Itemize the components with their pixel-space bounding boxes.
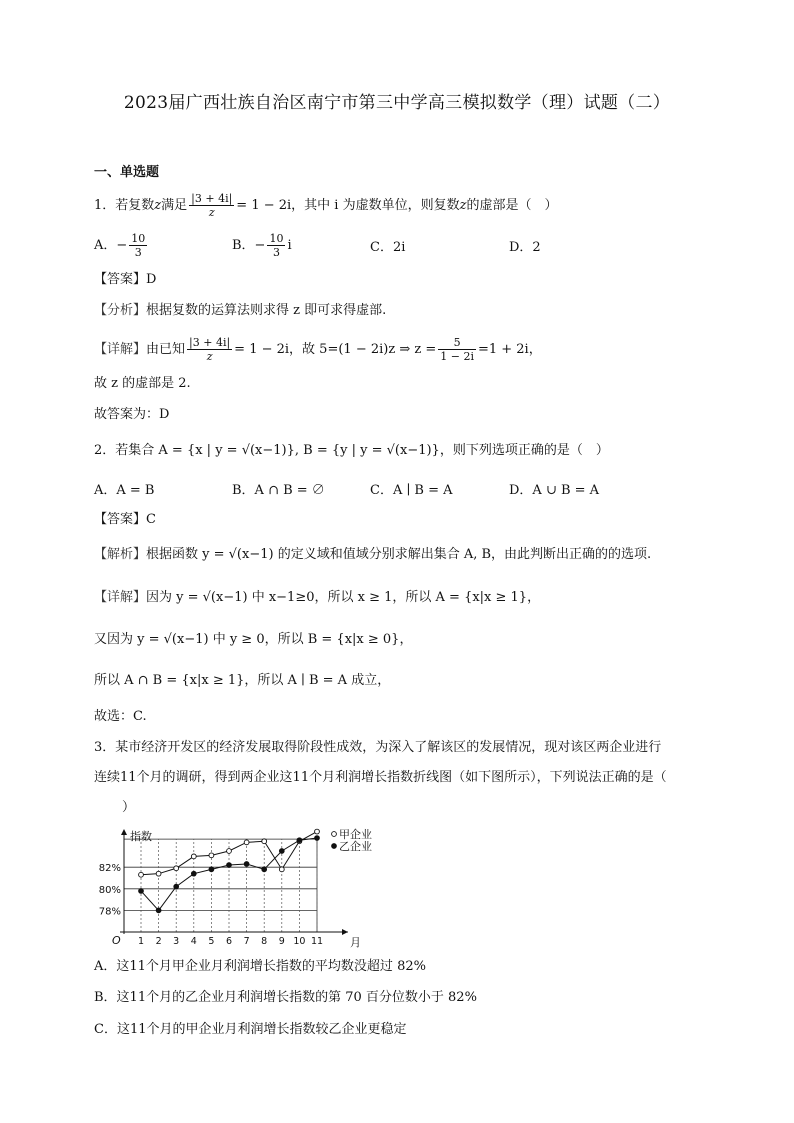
q2-detail-1-text: 因为 y = √(x−1) 中 x−1≥0，所以 x ≥ 1，所以 A = {x|x ≥ 1}，	[146, 590, 541, 605]
q3-stem-1: 3．某市经济开发区的经济发展取得阶段性成效，为深入了解该区的发展情况，现对该区两企业进行	[94, 740, 662, 755]
q3-line-chart	[90, 826, 380, 950]
q2-detail-3: 所以 A ∩ B = {x|x ≥ 1}，所以 A ∣ B = A 成立，	[94, 673, 391, 688]
series-1-point-5	[227, 863, 232, 868]
series-0-point-6	[244, 840, 249, 845]
q2-option-d: D．A ∪ B = A	[509, 483, 600, 498]
q1-detail-den2: 1 − 2i	[440, 350, 474, 363]
series-1-point-9	[297, 838, 302, 843]
q1-detail-c: =1 + 2i，	[477, 342, 542, 357]
q2-detail-1	[94, 588, 540, 608]
q1-detail-b: = 1 − 2i，故 5=(1 − 2i)z ⇒ z =	[234, 342, 437, 357]
y-axis-label: 指数	[130, 830, 152, 843]
y-tick-label-1: 80%	[98, 884, 121, 896]
q1-analysis-text: 根据复数的运算法则求得 z 即可求得虚部.	[146, 303, 387, 318]
q1-option-b	[232, 232, 292, 259]
x-tick-label-4: 5	[208, 936, 215, 947]
series-1-point-10	[315, 836, 320, 841]
q1-option-d: D．2	[509, 240, 541, 255]
q1-detail-num2: 5	[438, 336, 476, 350]
q1-stem-a: 1．若复数	[94, 198, 155, 213]
q1-detail-num: |3 + 4i|	[189, 336, 231, 349]
series-0-point-1	[156, 871, 161, 876]
q1-opt-a-den: 3	[134, 246, 142, 259]
q1-stem-b: 满足	[161, 198, 188, 213]
q1-opt-b-den: 3	[272, 246, 280, 259]
q3-option-a: A．这11个月甲企业月利润增长指数的平均数没超过 82%	[94, 959, 426, 974]
q1-detail	[94, 336, 542, 363]
y-tick-label-0: 82%	[98, 863, 121, 875]
series-0-point-10	[315, 829, 320, 834]
q1-detail-line3: 故答案为：D	[94, 407, 170, 422]
y-tick-label-2: 78%	[98, 906, 121, 918]
q1-detail-a: 由已知	[146, 342, 186, 357]
q1-answer: 【答案】D	[94, 272, 157, 287]
q1-opt-b-num: 10	[269, 232, 284, 245]
legend-label-0: 甲企业	[339, 828, 372, 841]
series-1-point-1	[156, 908, 161, 913]
series-0-point-3	[191, 854, 196, 859]
q3-stem-2: 连续11个月的调研，得到两企业这11个月利润增长指数折线图（如下图所示），下列说法正确的是（	[94, 770, 667, 785]
q2-analysis-tag: 【解析】	[94, 547, 147, 562]
x-tick-label-1: 2	[155, 936, 162, 947]
q1-z2: z	[459, 198, 467, 213]
q2-detail-4: 故选：C.	[94, 709, 147, 724]
q1-detail-frac	[187, 336, 232, 363]
q3-option-c: C．这11个月的甲企业月利润增长指数较乙企业更稳定	[94, 1022, 407, 1037]
series-0-point-8	[279, 867, 284, 872]
q2-option-a: A．A = B	[94, 483, 155, 498]
q2-stem: 2．若集合 A = {x | y = √(x−1)}, B = {y | y = √(x−1)}，则下列选项正确的是（ ）	[94, 443, 609, 458]
y-axis-arrow	[121, 829, 127, 835]
q2-detail-2: 又因为 y = √(x−1) 中 y ≥ 0，所以 B = {x|x ≥ 0}，	[94, 632, 413, 647]
q1-opt-a-num: 10	[131, 232, 146, 245]
series-0-point-4	[209, 853, 214, 858]
q1-stem-c: = 1 − 2i，其中 i 为虚数单位，则复数	[236, 198, 460, 213]
q1-z: z	[154, 198, 162, 213]
q1-option-a	[94, 232, 149, 259]
x-tick-label-0: 1	[137, 936, 145, 947]
q1-detail-frac2	[438, 336, 476, 363]
q1-detail-line2: 故 z 的虚部是 2.	[94, 376, 191, 391]
x-axis-arrow	[342, 929, 348, 935]
page-title: 2023届广西壮族自治区南宁市第三中学高三模拟数学（理）试题（二）	[123, 93, 671, 113]
series-0-point-7	[262, 839, 267, 844]
q1-opt-b-label: B．−	[232, 238, 266, 253]
series-1-point-2	[174, 884, 179, 889]
x-tick-label-2: 3	[173, 936, 180, 947]
chart-labels	[99, 827, 372, 949]
q2-answer: 【答案】C	[94, 512, 156, 527]
legend-marker-1	[332, 844, 337, 849]
q2-analysis-text: 根据函数 y = √(x−1) 的定义域和值域分别求解出集合 A, B，由此判断出正确的的选项.	[146, 547, 652, 562]
series-1-point-3	[191, 871, 196, 876]
chart-axes	[120, 829, 348, 935]
q1-stem	[94, 192, 557, 219]
q2-analysis	[94, 545, 651, 565]
q1-opt-b-suffix: i	[287, 238, 292, 253]
q1-detail-den: z	[206, 350, 213, 363]
x-tick-label-9: 10	[293, 936, 306, 947]
q1-stem-d: 的虚部是（ ）	[466, 198, 558, 213]
q1-frac-den: z	[208, 206, 215, 219]
q1-opt-a-frac	[129, 232, 147, 259]
q1-analysis-tag: 【分析】	[94, 303, 147, 318]
q2-option-b: B．A ∩ B = ∅	[232, 483, 325, 498]
q1-opt-a-label: A．−	[94, 238, 128, 253]
q1-fraction	[189, 192, 234, 219]
q1-analysis	[94, 301, 386, 321]
x-tick-label-10: 11	[310, 936, 324, 947]
q1-detail-tag: 【详解】	[94, 342, 147, 357]
x-tick-label-6: 7	[243, 936, 250, 947]
series-1-point-6	[244, 862, 249, 867]
legend-marker-0	[332, 832, 337, 837]
series-1-point-7	[262, 867, 267, 872]
q1-frac-num: |3 + 4i|	[191, 192, 233, 205]
series-0-point-2	[174, 866, 179, 871]
origin-label: O	[112, 934, 121, 947]
x-tick-label-3: 4	[190, 936, 197, 947]
x-axis-label: 月	[350, 936, 361, 949]
legend-label-1: 乙企业	[339, 840, 372, 853]
q3-stem-3: ）	[122, 800, 136, 815]
q1-opt-b-frac	[267, 232, 285, 259]
x-tick-label-8: 9	[278, 936, 285, 947]
q2-option-c: C．A ∣ B = A	[370, 483, 453, 498]
series-0-point-5	[227, 849, 232, 854]
series-1-point-8	[279, 849, 284, 854]
q2-detail-tag: 【详解】	[94, 590, 147, 605]
series-1-point-4	[209, 867, 214, 872]
series-0-point-0	[139, 872, 144, 877]
q1-option-c: C．2i	[370, 240, 406, 255]
x-tick-label-5: 6	[225, 936, 233, 947]
series-1-point-0	[139, 889, 144, 894]
x-tick-label-7: 8	[261, 936, 268, 947]
section-heading: 一、单选题	[94, 165, 160, 180]
q3-option-b: B．这11个月的乙企业月利润增长指数的第 70 百分位数小于 82%	[94, 990, 477, 1005]
